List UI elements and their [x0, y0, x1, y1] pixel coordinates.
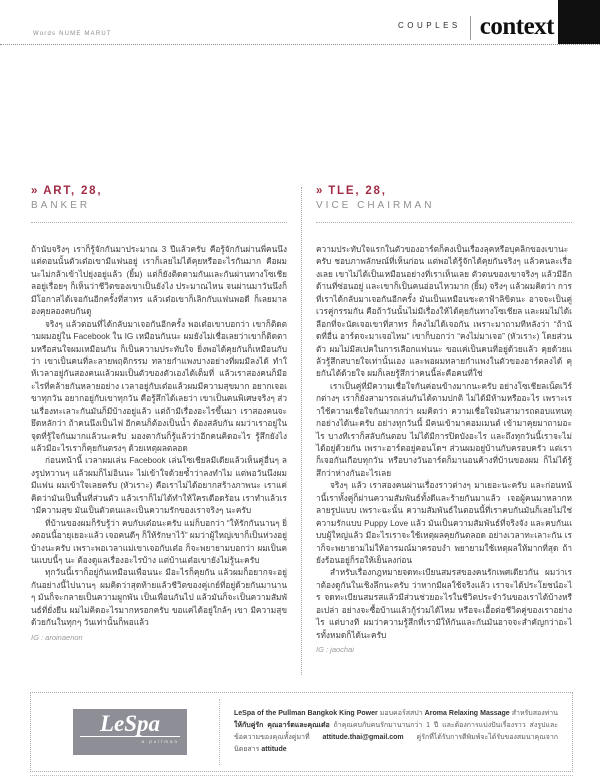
paragraph: ก่อนหน้านี้ เวลาผมเล่น Facebook เล่นโซเชียลมีเดียแล้วเห็นคู่อื่นๆ ลงรูปหวานๆ แล้วผมก็ไม่อินนะ ไม่เข้าใจด้วยซ้ำว่าลงทำไม แต่พอวันนึงผมมีแฟน ผมเข้าใจเลยครับ (หัวเราะ) คือเราไม่ได้อยากสร้างภาพนะ เราแค่คิดว่ามันเป็นพื้นที่ส่วนตัว แล้วเราก็ไม่ได้ทำให้ใครเดือดร้อน เราทำแล้วเรามีความสุข มันเป็นตัวตนและเป็นความรักของเราจริงๆ นะครับ	[31, 455, 287, 516]
ig-handle-art: IG : aroinaenon	[31, 632, 83, 642]
promo-text-run: สำหรับสองท่าน	[509, 710, 558, 718]
lespa-logo-wordmark: LeSpa	[80, 709, 180, 737]
paragraph: จริงๆ แล้ว เราสองคนผ่านเรื่องราวต่างๆ มาเยอะนะครับ และก่อนหน้านี้เราทั้งคู่ก็ผ่านความสัมพันธ์ทั้งดีและร้ายกันมาแล้ว เจอผู้คนมาหลากหลายรูปแบบ เพราะฉะนั้น ความสัมพันธ์ในตอนนี้ที่เราคบกันมันก็เลยไม่ใช่ความรักแบบ Puppy Love แล้ว มันเป็นความสัมพันธ์ที่จริงจัง และคบกันแบบผู้ใหญ่แล้ว มีอะไรเราจะใช้เหตุผลคุยกันตลอด อย่างเวลาทะเลาะกัน เราก็จะพยายามไม่ให้อารมณ์มาครอบงำ พยายามใช้เหตุผลให้มากที่สุด ถ้ายังร้อนอยู่ก็รอให้เย็นลงก่อน	[316, 480, 572, 565]
interview-columns	[31, 185, 572, 693]
masthead-divider	[470, 16, 471, 40]
lespa-logo-subtext: a pullman	[141, 739, 179, 745]
profile-role-tle: VICE CHAIRMAN	[316, 200, 435, 211]
paragraph: ถ้านับจริงๆ เราก็รู้จักกันมาประมาณ 3 ปีแล้วครับ คือรู้จักกันผ่านพี่คนนึง แต่ตอนนั้นตัวเต๋อเขามีแฟนอยู่ เราก็เลยไม่ได้คุยหรืออะไรกันมาก คือผมนะไม่กล้าเข้าไปยุ่งอยู่แล้ว (ยิ้ม) แต่ก็ยังติดตามกันและกันผ่านทางโซเชียลอยู่เรื่อยๆ ก็เห็นว่าชีวิตของเขาเป็นยังไง ประมาณไหน จนผ่านมาวันนึงก็มีโอกาสได้เจอกันอีกครั้งที่สาทร แล้วเต๋อเขาก็เลิกกับแฟนพอดี ก็เลยมาลองคุยลองคบกันดู	[31, 244, 287, 317]
profile-role-art: BANKER	[31, 200, 91, 211]
promo-bold-email: attitude.thai@gmail.com	[322, 734, 404, 741]
lespa-logo	[73, 709, 187, 755]
interview-text-art	[31, 243, 287, 642]
promo-text	[234, 708, 572, 756]
masthead	[0, 0, 600, 44]
magazine-logo: context	[479, 13, 554, 40]
promo-text-run: คู่รักที่ได้รับการตีพิมพ์จะได้รับของสมนาคุณจากนิตยสาร	[234, 734, 558, 753]
profile-name-tle	[316, 185, 572, 197]
paragraph: จริงๆ แล้วตอนที่ได้กลับมาเจอกันอีกครั้ง พอเต๋อเขาบอกว่า เขาก็ติดตามผมอยู่ใน Facebook ใน IG เหมือนกันนะ ผมยังไม่เชื่อเลยว่าเขาก็ติดตามหรือสนใจผมเหมือนกัน ก็เป็นความประทับใจ ยิ่งพอได้คุยกันก็เหมือนกับว่า เขาเป็นคนที่ละลายพฤติกรรม ทลายกำแพงบางอย่างที่ผมมีลงได้ ทำให้เวลาอยู่กันสองคนแล้วผมเป็นตัวของตัวเองได้เต็มที่ แล้วเราสองคนก็มีอะไรที่คล้ายกันหลายอย่าง เวลาอยู่กับเต๋อแล้วผมมีความสุขมาก อยากเจอเขาทุกวัน อยากอยู่กับเขาทุกวัน คือรู้สึกได้เลยว่า เขาเป็นคนพิเศษจริงๆ ส่วนเรื่องทะเลาะกันมันก็มีบ้างอยู่แล้ว แต่ถ้ามีเรื่องอะไรขึ้นมา เราสองคนจะยึดหลักว่า ถ้าคนนึงเป็นไฟ อีกคนก็ต้องเป็นน้ำ ต้องสลับกัน ผมว่าเราอยู่ในจุดที่รู้ใจกันมากแล้วนะครับ มองตากันก็รู้แล้วว่าอีกคนคิดอะไร รู้สึกยังไง แล้วมีอะไรเราก็คุยกันตรงๆ ด้วยเหตุผลตลอด	[31, 318, 287, 453]
paragraph: ที่บ้านของผมก็รับรู้ว่า คบกับเต๋อนะครับ แม่ก็บอกว่า “ให้รักกันนานๆ ยิ่งตอนนี้อายุเยอะแล้ว เจอคนดีๆ ก็ให้รักษาไว้” ผมว่าผู้ใหญ่เขาก็เป็นห่วงอยู่บ้างนะครับ เพราะพอเวลาแม่เขาเจอกับเต๋อ ก็จะพยายามบอกว่า ผมเป็นคนแบบนี้ๆ นะ ต้องดูแลเรื่องอะไรบ้าง แต่บ้านเต๋อเขายังไม่รู้นะครับ	[31, 517, 287, 565]
profile-name-text: TLE, 28,	[328, 185, 387, 197]
ig-handle-tle: IG : jaochai	[316, 645, 354, 654]
header-rule	[0, 44, 600, 45]
profile-name-text: ART, 28,	[43, 185, 103, 197]
words-credit: Words NUME MARUT	[33, 31, 112, 37]
chevron-marker-icon: »	[31, 185, 40, 197]
promo-divider	[219, 699, 220, 765]
profile-rule	[31, 222, 287, 223]
profile-name-art	[31, 185, 287, 197]
promo-bold-couple: ให้กับคู่รัก คุณอาร์ตและคุณเต๋อ	[234, 722, 330, 730]
promo-bold-massage: Aroma Relaxing Massage	[424, 710, 510, 718]
profile-art	[31, 185, 287, 693]
chevron-marker-icon: »	[316, 185, 325, 197]
interview-text-tle	[316, 243, 572, 654]
paragraph: เราเป็นคู่ที่มีความเชื่อใจกันค่อนข้างมากนะครับ อย่างโซเชียลเน็ตเวิร์กต่างๆ เราก็ยังสามารถเล่นกันได้ตามปกติ ไม่ได้มีห้ามหรืออะไร เพราะเราใช้ความเชื่อใจกันมากกว่า ผมคิดว่า ความเชื่อใจมันสามารถตอบแทนทุกอย่างได้นะครับ อย่างทุกวันนี้ มีคนเข้ามาคอมเมนต์ เข้ามาคุยมาถามอะไร บางทีเราก็สลับกันตอบ ไม่ได้มีการปิดบังอะไร และถึงทุกวันนี้เราจะไม่ได้อยู่ด้วยกัน เพราะอาร์ตอยู่คอนโดฯ ส่วนผมอยู่บ้านกับครอบครัว แต่เราก็เจอกันเกือบทุกวัน หรือบางวันอาร์ตก็มานอนค้างที่บ้านของผม ก็ไม่ได้รู้สึกว่าห่างกันอะไรเลย	[316, 380, 572, 478]
column-divider	[301, 187, 302, 675]
profile-tle	[316, 185, 572, 693]
paragraph: ความประทับใจแรกในตัวของอาร์ตก็คงเป็นเรื่องลุคหรือบุคลิกของเขานะครับ ชอบภาพลักษณ์ที่เห็นก่อน แต่พอได้รู้จักได้คุยกันจริงๆ แล้วคนละเรื่องเลย เขาไม่ได้เป็นเหมือนอย่างที่เราเห็นเลย ตัวตนของเขาจริงๆ แล้วมีอีกด้านที่ซ่อนอยู่ และเขาก็เป็นคนอ่อนไหวมาก (ยิ้ม) จริงๆ แล้วผมคิดว่า การที่เราได้กลับมาเจอกันอีกครั้ง มันเป็นเหมือนชะตาฟ้าลิขิตนะ อาจจะเป็นคู่เวรคู่กรรมกัน คือถ้าวันนั้นไม่มีเรื่องให้ได้คุยกันทางโซเชียล และผมไม่ได้เลือกที่จะนัดเจอเขาที่สาทร ก็คงไม่ได้เจอกัน เพราะมาถามทีหลังว่า “ถ้านัดที่อื่น อาร์ตจะมาเจอไหม” เขาก็บอกว่า “คงไม่มาเจอ” (หัวเราะ) โดยส่วนตัว ผมไม่มีสเปคในการเลือกแฟนนะ ขอแค่เป็นคนที่อยู่ด้วยแล้ว คุยด้วยแล้วรู้สึกสบายใจเท่านั้นเอง และพอผมทลายกำแพงในตัวของอาร์ตลงได้ คุยกันได้ด้วยใจ ผมก็เลยรู้สึกว่าคนนี้ล่ะคือคนที่ใช่	[316, 244, 572, 379]
profile-rule	[316, 222, 572, 223]
masthead-right	[398, 14, 554, 41]
spa-promo-box	[30, 692, 573, 772]
paragraph: ทุกวันนี้เราก็อยู่กันเหมือนเพื่อนนะ มีอะไรก็คุยกัน แล้วผมก็อยากจะอยู่กันอย่างนี้ไปนานๆ ผมคิดว่าสุดท้ายแล้วชีวิตของคู่เกย์ที่อยู่ด้วยกันมานานๆ มันก็จะกลายเป็นความผูกพัน เป็นเพื่อนกันไป แล้วมันก็จะเป็นความสัมพันธ์ที่ยั่งยืน ผมไม่คิดอะไรมากหรอกครับ ขอแค่ได้อยู่ใกล้ๆ เขา มีความสุขด้วยกันในทุกๆ วันเท่านั้นก็พอแล้ว	[31, 567, 287, 628]
section-label: COUPLES	[398, 21, 461, 30]
promo-bold-lespa: LeSpa of the Pullman Bangkok King Power	[234, 710, 378, 718]
corner-black-box	[558, 0, 600, 44]
paragraph: สำหรับเรื่องกฎหมายจดทะเบียนสมรสของคนรักเพศเดียวกัน ผมว่าเราต้องดูกันในเชิงลึกนะครับ ว่าหากมีผลใช้จริงแล้ว เราจะได้ประโยชน์อะไร จดทะเบียนสมรสแล้วมีส่วนช่วยอะไรในชีวิตประจำวันของเราได้บ้างหรือเปล่า อย่างจะซื้อบ้านแล้วกู้ร่วมได้ไหม หรือจะเอื้อต่อชีวิตคู่ของเราอย่างไร แต่บางที ผมว่าความรู้สึกที่เรามีให้กันและกันมันอาจจะสำคัญกว่าอะไรทั้งหมดก็ได้นะครับ	[316, 567, 572, 640]
promo-bold-attitude: attitude	[261, 745, 287, 753]
promo-text-run: ถ้าคุณคบกับคนรักมานานกว่า 1 ปี และต้องการแบ่งปันเรื่องราว ส่งรูปและข้อความของคุณทั้งคู่มาที่	[234, 722, 559, 741]
promo-text-run: มอบคอร์สสปา	[377, 710, 425, 718]
